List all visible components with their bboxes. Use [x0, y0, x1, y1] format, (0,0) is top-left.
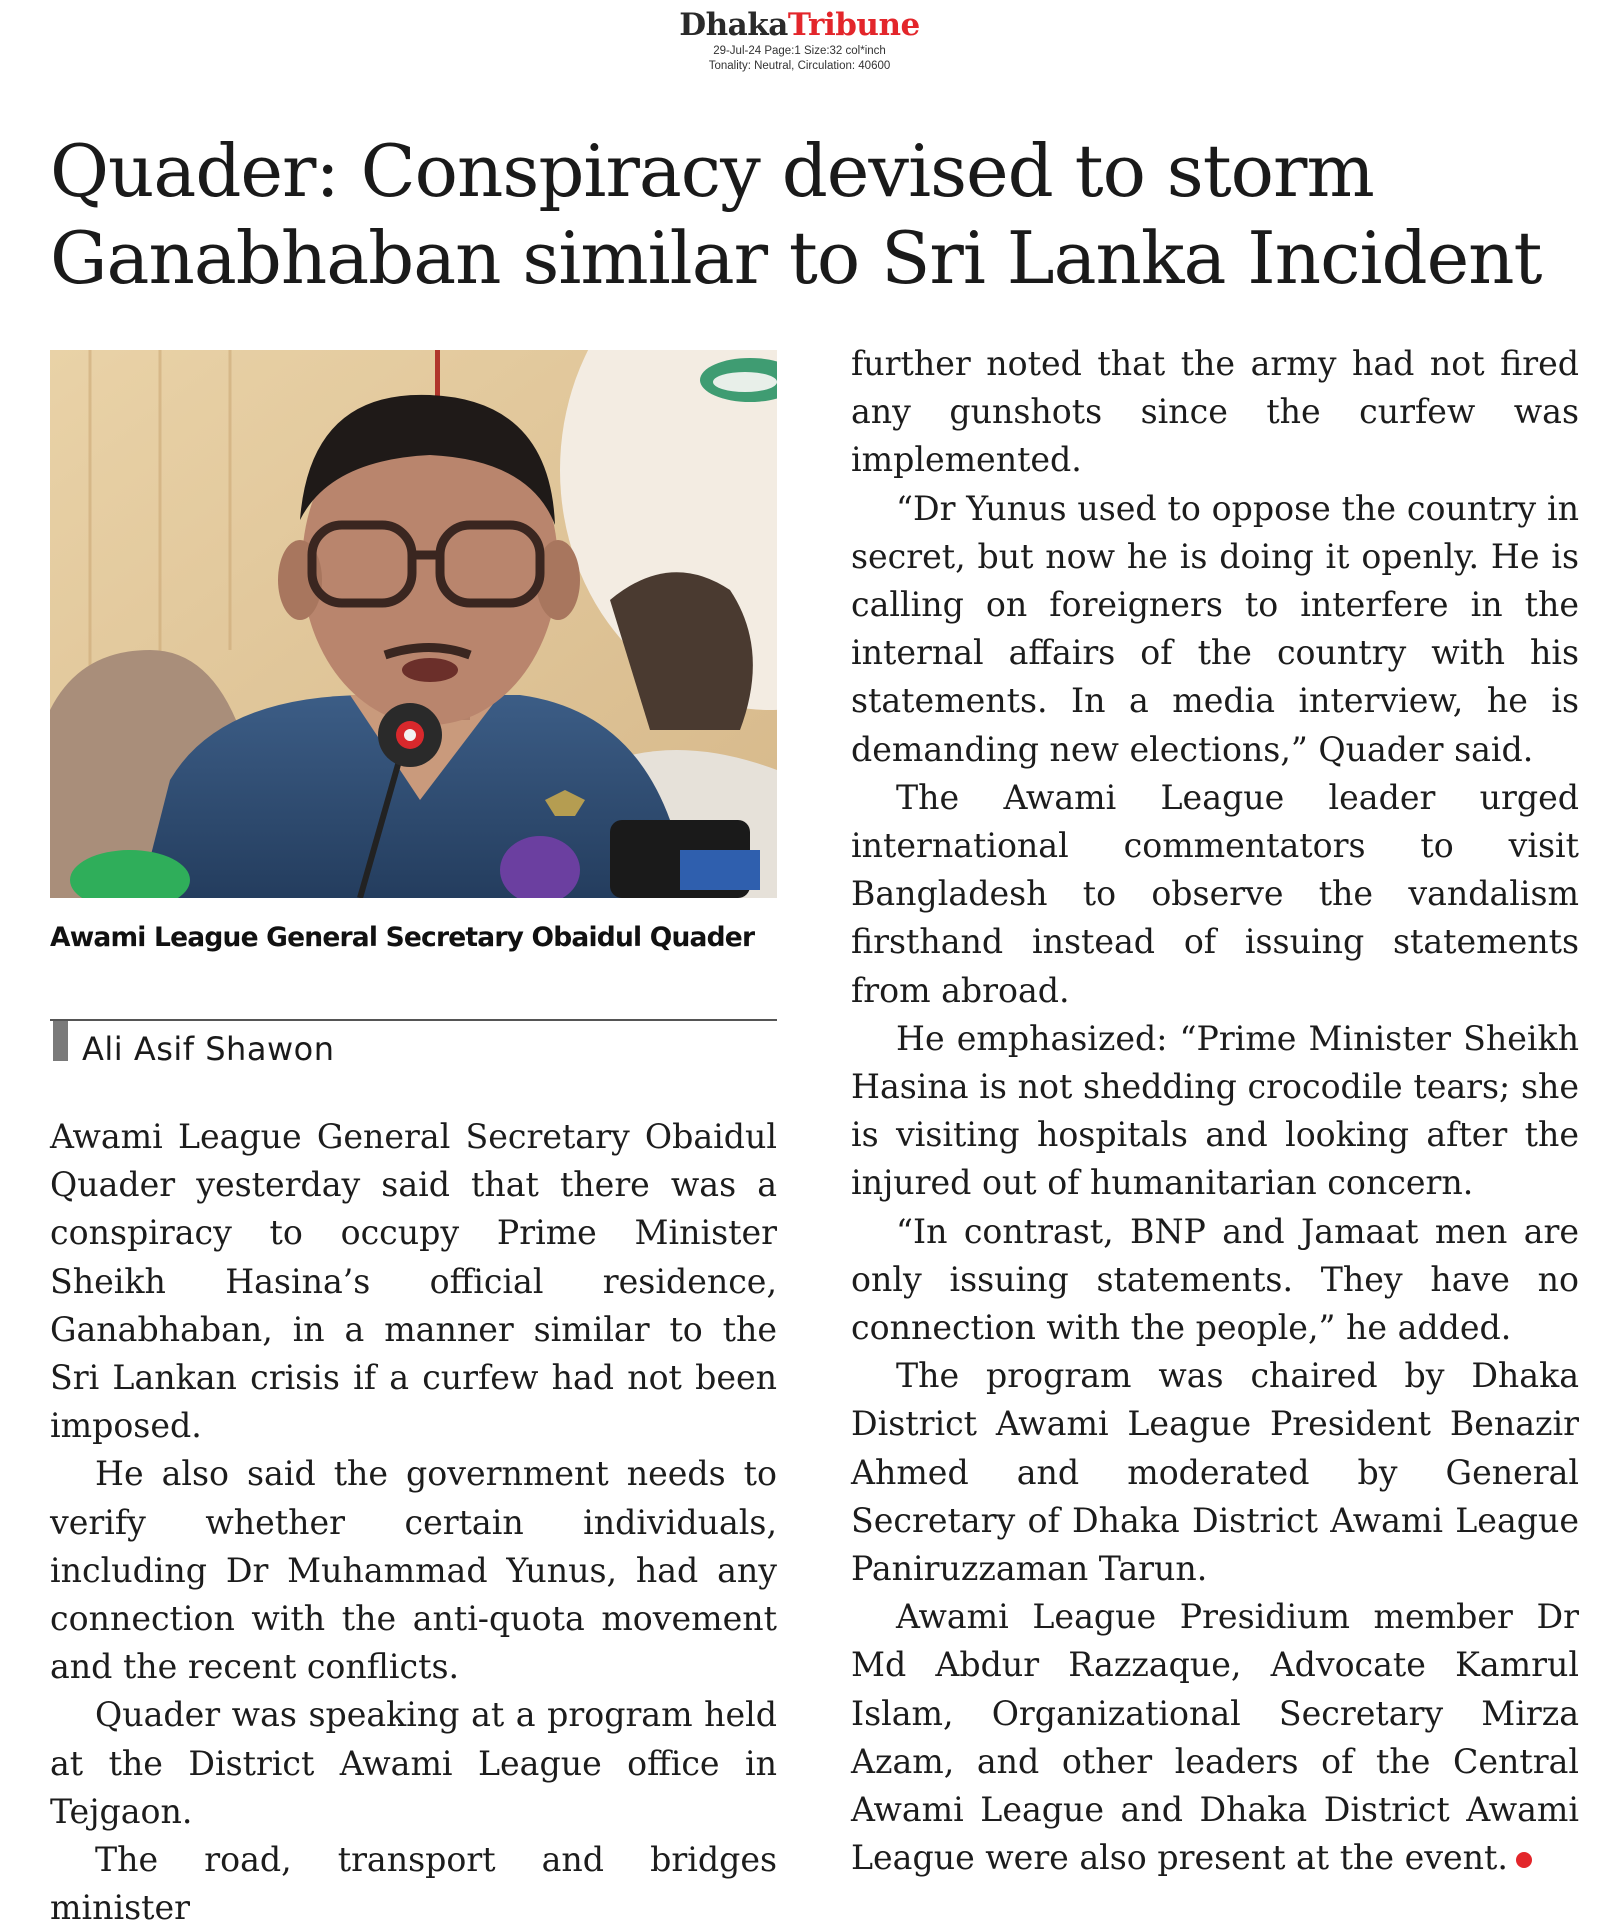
headline-line-2: Ganabhaban similar to Sri Lanka Incident	[50, 216, 1542, 300]
body-paragraph: He emphasized: “Prime Minister Sheikh Hasina is not shedding crocodile tears; she is visiting hospitals and looking after the injured out of humanitarian concern.	[851, 1018, 1579, 1203]
clipping-meta-date-page: 29-Jul-24 Page:1 Size:32 col*inch	[713, 45, 886, 57]
article-body-left-column	[50, 1113, 777, 1932]
body-paragraph: “Dr Yunus used to oppose the country in secret, but now he is doing it openly. He is calling on foreigners to interfere in the internal affairs of the country with his statements. In a media interview, he is demanding new elections,” Quader said.	[851, 488, 1579, 769]
body-paragraph-last-text: Awami League Presidium member Dr Md Abdur Razzaque, Advocate Kamrul Islam, Organizational Secretary Mirza Azam, and other leaders of the Central Awami League and Dhaka District Awami League were also present at the event.	[851, 1597, 1579, 1878]
body-paragraph-last	[851, 1593, 1579, 1882]
article-photo	[50, 350, 777, 898]
body-paragraph: Quader was speaking at a program held at the District Awami League office in Tejgaon.	[50, 1695, 777, 1831]
byline-divider	[50, 1019, 777, 1021]
body-paragraph: The Awami League leader urged international commentators to visit Bangladesh to observe the vandalism firsthand instead of issuing statements from abroad.	[851, 777, 1579, 1010]
logo-part-dhaka: Dhaka	[679, 7, 788, 43]
headline-line-1: Quader: Conspiracy devised to storm	[50, 129, 1374, 213]
speaker-photo-illustration	[50, 350, 777, 898]
clipping-meta-tonality: Tonality: Neutral, Circulation: 40600	[708, 60, 891, 72]
author-byline: Ali Asif Shawon	[82, 1030, 335, 1068]
masthead	[0, 6, 1599, 74]
body-paragraph: further noted that the army had not fired any gunshots since the curfew was implemented.	[851, 344, 1579, 480]
body-paragraph: The road, transport and bridges minister	[50, 1840, 777, 1928]
photo-caption: Awami League General Secretary Obaidul Quader	[50, 922, 755, 953]
body-paragraph: “In contrast, BNP and Jamaat men are only issuing statements. They have no connection with the people,” he added.	[851, 1211, 1579, 1348]
body-paragraph: The program was chaired by Dhaka District Awami League President Benazir Ahmed and moderated by General Secretary of Dhaka District Awami League Paniruzzaman Tarun.	[851, 1356, 1579, 1589]
body-paragraph: Awami League General Secretary Obaidul Quader yesterday said that there was a conspiracy to occupy Prime Minister Sheikh Hasina’s official residence, Ganabhaban, in a manner similar to the Sri Lankan crisis if a curfew had not been imposed.	[50, 1117, 777, 1446]
end-of-article-dot-icon	[1516, 1852, 1532, 1868]
article-headline	[50, 128, 1590, 302]
newspaper-logo	[0, 6, 1599, 44]
byline-marker	[53, 1021, 68, 1061]
article-body-right-column	[851, 340, 1579, 1883]
body-paragraph: He also said the government needs to verify whether certain individuals, including Dr Muhammad Yunus, had any connection with the anti-quota movement and the recent conflicts.	[50, 1454, 777, 1687]
logo-part-tribune: Tribune	[787, 7, 920, 43]
